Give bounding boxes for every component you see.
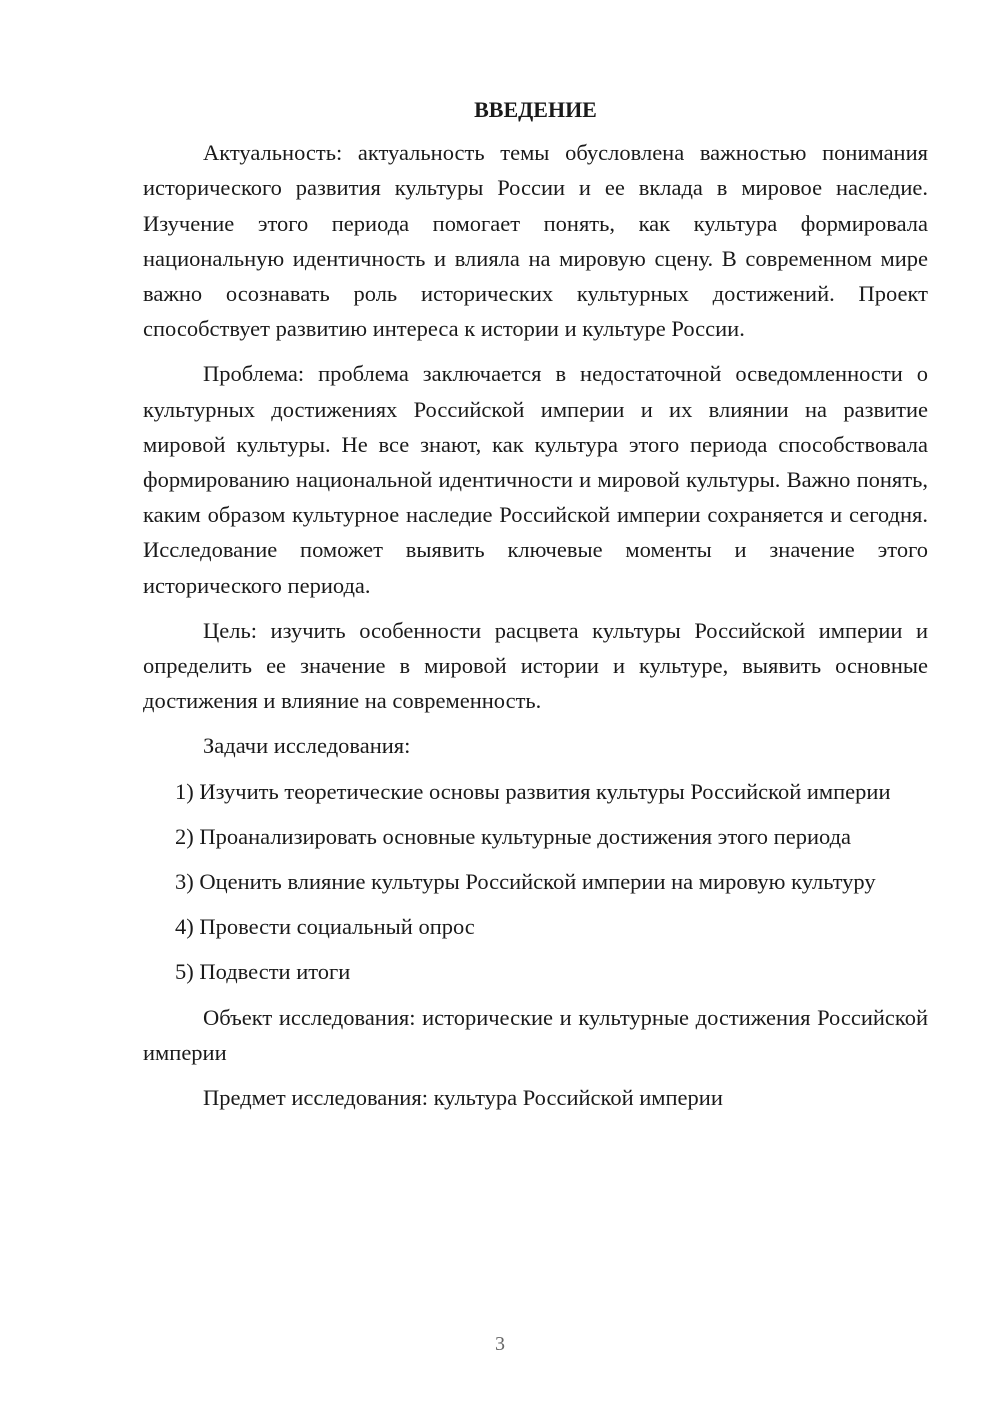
list-item: 5) Подвести итоги — [175, 959, 351, 985]
page-title: ВВЕДЕНИЕ — [474, 97, 597, 122]
document-page — [143, 92, 928, 1125]
relevance-paragraph: Актуальность: актуальность темы обусловлена важностью понимания исторического развития культуры России и ее вклада в мировое наследие. Изучение этого периода помогает понять, как культура формировала национальную идентичность и влияла на мировую сцену. В современном мире важно осознавать роль исторических культурных достижений. Проект способствует развитию интереса к истории и культуре России. — [143, 140, 928, 342]
subject-paragraph: Предмет исследования: культура Российской империи — [203, 1085, 723, 1111]
tasks-label: Задачи исследования: — [203, 733, 411, 759]
problem-paragraph: Проблема: проблема заключается в недостаточной осведомленности о культурных достижениях Российской империи и их влиянии на развитие мировой культуры. Не все знают, как культура этого периода способствовала формированию национальной идентичности и мировой культуры. Важно понять, каким образом культурное наследие Российской империи сохраняется и сегодня. Исследование поможет выявить ключевые моменты и значение этого исторического периода. — [143, 361, 928, 598]
tasks-list — [143, 774, 928, 990]
list-item: 3) Оценить влияние культуры Российской империи на мировую культуру — [175, 869, 876, 895]
list-item: 2) Проанализировать основные культурные достижения этого периода — [175, 823, 852, 849]
list-item: 4) Провести социальный опрос — [175, 914, 475, 940]
goal-paragraph: Цель: изучить особенности расцвета культуры Российской империи и определить ее значение в мировой истории и культуре, выявить основные достижения и влияние на современность. — [143, 617, 928, 714]
list-item: 1) Изучить теоретические основы развития культуры Российской империи — [175, 778, 891, 804]
page-number: 3 — [495, 1333, 505, 1355]
object-paragraph: Объект исследования: исторические и культурные достижения Российской империи — [143, 1004, 928, 1065]
